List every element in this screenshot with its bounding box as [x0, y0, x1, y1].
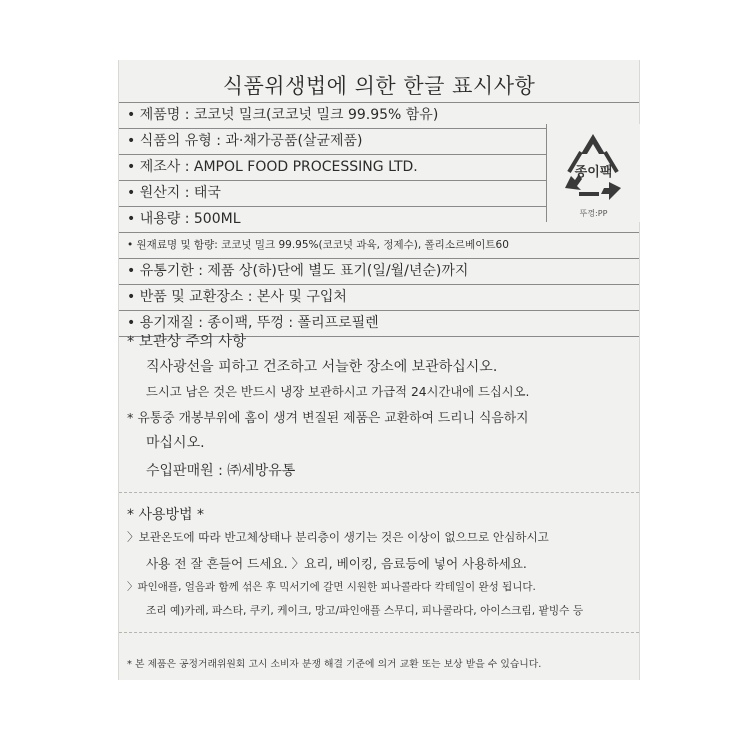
label-title: 식품위생법에 의한 한글 표시사항: [222, 74, 536, 98]
recycle-label: 종이팩: [574, 165, 613, 180]
storage-line-1: 직사광선을 피하고 건조하고 서늘한 장소에 보관하십시오.: [146, 359, 498, 375]
storage-line-2: 드시고 남은 것은 반드시 냉장 보관하시고 가급적 24시간내에 드십시오.: [146, 385, 530, 399]
usage-line-4: 조리 예)카레, 파스타, 쿠키, 케이크, 망고/파인애플 스무디, 피나콜라다, 아이스크림, 팥빙수 등: [146, 604, 584, 617]
usage-line-2: 사용 전 잘 흔들어 드세요. 〉요리, 베이킹, 음료등에 넣어 사용하세요.: [146, 556, 527, 571]
storage-heading: * 보관상 주의 사항: [127, 334, 247, 350]
info-row-text: • 식품의 유형 : 과·채가공품(살균제품): [127, 133, 363, 149]
usage-heading: * 사용방법 *: [127, 507, 204, 523]
info-row-expiry: [119, 259, 639, 285]
storage-note-1: * 유통중 개봉부위에 홈이 생겨 변질된 제품은 교환하여 드리니 식음하지: [127, 411, 529, 426]
section-divider: [119, 632, 639, 633]
storage-note-2: 마십시오.: [146, 435, 205, 451]
footer-notice: * 본 제품은 공정거래위원회 고시 소비자 분쟁 해결 기준에 의거 교환 또는 보상 받을 수 있습니다.: [127, 659, 542, 670]
info-row-ingredients: [119, 233, 639, 259]
recycle-material: 뚜껑:PP: [579, 209, 608, 218]
info-row-return-place: [119, 285, 639, 311]
usage-line-1: 〉보관온도에 따라 반고체상태나 분리층이 생기는 것은 이상이 없으므로 안심하시고: [127, 530, 549, 544]
info-row-text: • 용기재질 : 종이팩, 뚜껑 : 폴리프로필렌: [127, 315, 379, 331]
usage-line-3: 〉파인애플, 얼음과 함께 섞은 후 믹서기에 갈면 시원한 피나콜라다 칵테일이 완성 됩니다.: [127, 581, 536, 593]
recycle-mark-box: [546, 124, 640, 222]
importer: 수입판매원 : ㈜세방유통: [146, 463, 296, 479]
info-row-text: • 내용량 : 500ML: [127, 211, 241, 227]
info-row-text: • 유통기한 : 제품 상(하)단에 별도 표기(일/월/년순)까지: [127, 263, 469, 279]
info-row-text: • 원산지 : 태국: [127, 185, 221, 201]
info-row-text: • 반품 및 교환장소 : 본사 및 구입처: [127, 289, 347, 305]
info-row-text: • 원재료명 및 함량: 코코넛 밀크 99.95%(코코넛 과육, 정제수), 폴리소르베이트60: [127, 239, 509, 251]
food-label-panel: [118, 60, 640, 680]
info-row-text: • 제조사 : AMPOL FOOD PROCESSING LTD.: [127, 159, 418, 175]
section-divider: [119, 492, 639, 493]
info-row-text: • 제품명 : 코코넛 밀크(코코넛 밀크 99.95% 함유): [127, 107, 439, 123]
